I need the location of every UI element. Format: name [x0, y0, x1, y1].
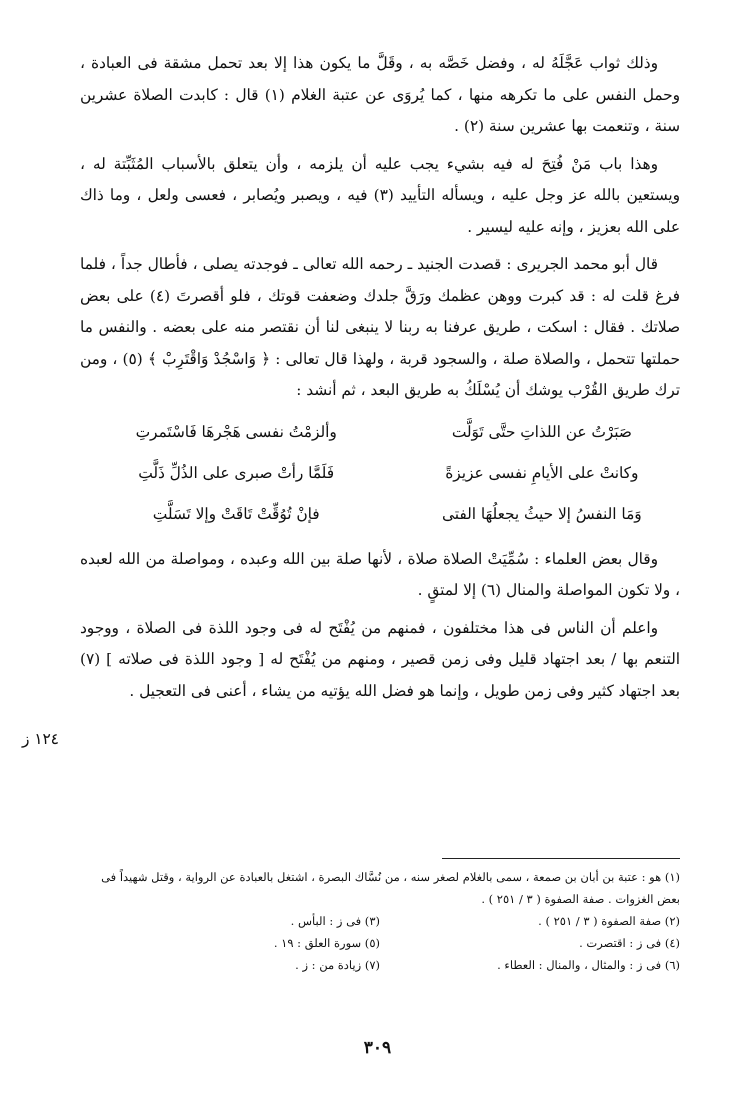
- paragraph: وهذا باب مَنْ فُتِحَ له فيه بشيء يجب عليه أن يلزمه ، وأن يتعلق بالأسباب المُثَبِّتة له ، ويستعين بالله عز وجل عليه ، ويسأله التأييد (٣) فيه ، ويصبر ويُصابر ، فعسى ولعل ، وما ذاك على الله بعزيز ، وإنه عليه ليسير .: [80, 154, 680, 236]
- paragraph: واعلم أن الناس فى هذا مختلفون ، فمنهم من يُفْتَح له فى وجود اللذة فى الصلاة ، ووجود التنعم بها / بعد اجتهاد قليل وفى زمن قصير ، ومنهم من يُفْتَح له [ وجود اللذة فى صلاته ] (٧) بعد اجتهاد كثير وفى زمن طويل ، وإنما هو فضل الله يؤتيه من يشاء ، أعنى فى التعجيل .: [80, 618, 680, 700]
- paragraph: وذلك ثواب عَجَّلَهُ له ، وفضل خَصَّه به ، وقَلَّ ما يكون هذا إلا بعد تحمل مشقة فى العبادة ، وحمل النفس على ما تكرهه منها ، كما يُروَى عن عتبة الغلام (١) قال : كابدت الصلاة عشرين سنة ، وتنعمت بها عشرين سنة (٢) .: [80, 54, 680, 135]
- footnote: (٢) صفة الصفوة ( ٣ / ٢٥١ ) .: [538, 914, 680, 928]
- footnote: (٣) فى ز : البأس .: [290, 914, 380, 928]
- footnote: (٤) فى ز : اقتصرت .: [579, 936, 680, 950]
- poem-second-hemistich: فإنْ تُوُقِّتْ تَاقَتْ وإلا تَسَلَّتِ: [152, 505, 320, 524]
- footnote-row: [80, 910, 680, 932]
- footnote-divider: [442, 858, 680, 859]
- poem-first-hemistich: وَمَا النفسُ إلا حيثُ يجعلُهَا الفتى: [441, 505, 642, 524]
- footnote-row: [80, 932, 680, 954]
- poem-verse: [80, 413, 680, 454]
- poem-verse: [80, 454, 680, 495]
- poem-second-hemistich: وألزمْتُ نفسى هَجْرهَا فَاسْتَمرتِ: [135, 423, 337, 442]
- page-number: ٣٠٩: [363, 1038, 392, 1058]
- footnotes: [80, 866, 680, 976]
- poem-second-hemistich: فَلَمَّا رأتْ صبرى على الذُلِّ ذَلَّتِ: [138, 464, 335, 483]
- paragraph: قال أبو محمد الجريرى : قصدت الجنيد ـ رحمه الله تعالى ـ فوجدته يصلى ، فأطال جداً ، فلما فرغ قلت له : قد كبرت ووهن عظمك ورَقَّ جلدك وضعفت قوتك ، فلو أقصرتَ (٤) على بعض صلاتك . فقال : اسكت ، طريق عرفنا به ربنا لا ينبغى لنا أن نقتصر منه على بعضه . والنفس ما حملتها تتحمل ، والصلاة صلة ، والسجود قربة ، ولهذا قال تعالى : ﴿ وَاسْجُدْ وَاقْتَرِبْ ﴾ (٥) ، ومن ترك طريق القُرْب يوشك أن يُسْلَكُ به طريق البعد ، ثم أنشد :: [80, 255, 681, 399]
- poem-first-hemistich: صَبَرْتُ عن اللذاتِ حتَّى تَوَلَّت: [451, 423, 632, 442]
- main-text: [80, 48, 680, 713]
- poem-verse: [80, 495, 680, 536]
- footnote: (١) هو : عتبة بن أبان بن صمعة ، سمى بالغلام لصغر سنه ، من نُسَّاك البصرة ، اشتغل بالعبادة عن الرواية ، وقتل شهيداً فى بعض الغزوات . صفة الصفوة ( ٣ / ٢٥١ ) .: [101, 870, 680, 906]
- paragraph: وقال بعض العلماء : سُمِّيَتْ الصلاة صلاة ، لأنها صلة بين الله وعبده ، ومواصلة من الله لعبده ، ولا تكون المواصلة والمنال (٦) إلا لمتقٍ .: [80, 549, 680, 599]
- footnote: (٧) زيادة من : ز .: [295, 958, 380, 972]
- poem-first-hemistich: وكانتْ على الأيامِ نفسى عزيزةً: [445, 464, 639, 483]
- footnote: (٥) سورة العلق : ١٩ .: [273, 936, 380, 950]
- footnote: (٦) فى ز : والمثال ، والمنال : العطاء .: [497, 958, 680, 972]
- poem: [80, 413, 680, 536]
- footnote-row: [80, 954, 680, 976]
- manuscript-folio-note: ١٢٤ ز: [22, 730, 59, 748]
